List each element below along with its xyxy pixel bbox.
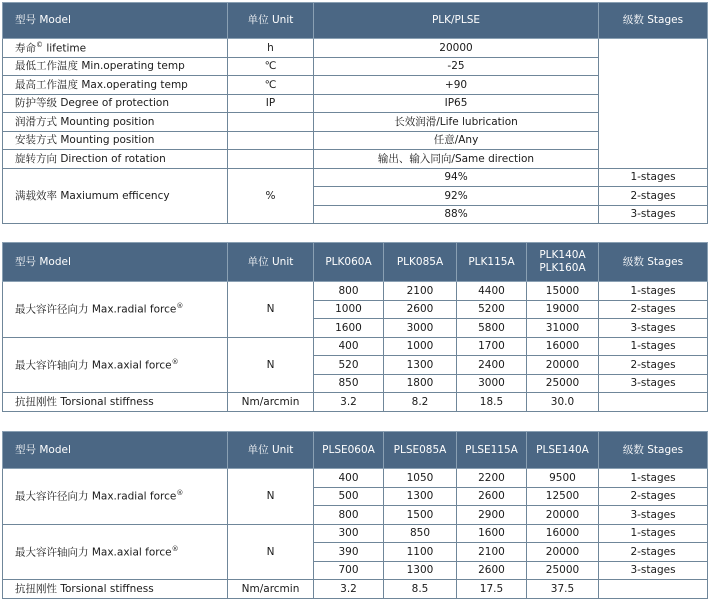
row-value: 长效润滑/Life lubrication xyxy=(314,113,599,132)
radial-force-label: 最大容许径向力 Max.radial force® xyxy=(3,469,228,525)
cell-value: 2600 xyxy=(384,300,457,319)
cell-value: 2100 xyxy=(457,543,527,562)
cell-value: 9500 xyxy=(527,469,599,488)
cell-value: 16000 xyxy=(527,524,599,543)
header-model-col: PLSE115A xyxy=(457,432,527,469)
axial-force-label: 最大容许轴向力 Max.axial force® xyxy=(3,524,228,580)
row-value: 20000 xyxy=(314,39,599,58)
row-unit xyxy=(228,150,314,169)
cell-value: 19000 xyxy=(527,300,599,319)
stage-label: 2-stages xyxy=(599,300,708,319)
table-row xyxy=(3,524,708,543)
row-label: 安装方式 Mounting position xyxy=(3,131,228,150)
table-header-row xyxy=(3,3,708,39)
cell-value: 2400 xyxy=(457,356,527,375)
stage-label: 2-stages xyxy=(599,487,708,506)
cell-value: 1000 xyxy=(384,337,457,356)
cell-value: 1700 xyxy=(457,337,527,356)
row-value: -25 xyxy=(314,57,599,76)
stage-label: 2-stages xyxy=(599,356,708,375)
row-label: 最低工作温度 Min.operating temp xyxy=(3,57,228,76)
cell-value: 31000 xyxy=(527,319,599,338)
plk-force-table xyxy=(2,242,708,412)
cell-value: 1300 xyxy=(384,487,457,506)
header-model: 型号 Model xyxy=(3,432,228,469)
stage-label: 3-stages xyxy=(599,561,708,580)
torsional-unit: Nm/arcmin xyxy=(228,393,314,412)
cell-value: 390 xyxy=(314,543,384,562)
stage-label: 2-stages xyxy=(599,543,708,562)
radial-force-unit: N xyxy=(228,469,314,525)
cell-value: 1100 xyxy=(384,543,457,562)
cell-value: 850 xyxy=(384,524,457,543)
row-label: 润滑方式 Mounting position xyxy=(3,113,228,132)
row-value: 输出、输入同向/Same direction xyxy=(314,150,599,169)
row-label: 防护等级 Degree of protection xyxy=(3,94,228,113)
cell-value: 3000 xyxy=(457,374,527,393)
header-model-col: PLSE140A xyxy=(527,432,599,469)
row-unit: ℃ xyxy=(228,57,314,76)
cell-value: 18.5 xyxy=(457,393,527,412)
cell-value: 12500 xyxy=(527,487,599,506)
cell-value: 300 xyxy=(314,524,384,543)
row-label-lifetime: 寿命© lifetime xyxy=(3,39,228,58)
stage-label: 1-stages xyxy=(599,524,708,543)
efficiency-unit: % xyxy=(228,168,314,224)
cell-value: 850 xyxy=(314,374,384,393)
stage-label: 1-stages xyxy=(599,337,708,356)
row-value: 任意/Any xyxy=(314,131,599,150)
cell-value: 4400 xyxy=(457,282,527,301)
axial-force-unit: N xyxy=(228,524,314,580)
radial-force-label: 最大容许径向力 Max.radial force® xyxy=(3,282,228,338)
row-unit: IP xyxy=(228,94,314,113)
table-header-row xyxy=(3,432,708,469)
row-value: +90 xyxy=(314,76,599,95)
header-model-col xyxy=(527,243,599,282)
cell-value: 400 xyxy=(314,337,384,356)
table-row xyxy=(3,168,708,187)
cell-value: 2600 xyxy=(457,561,527,580)
table-row xyxy=(3,39,708,58)
cell-value: 2200 xyxy=(457,469,527,488)
stages-empty-cell xyxy=(599,39,708,169)
row-unit xyxy=(228,113,314,132)
axial-force-unit: N xyxy=(228,337,314,393)
header-model-b: PLK160A xyxy=(539,262,586,274)
table-row xyxy=(3,282,708,301)
plse-force-table xyxy=(2,431,708,599)
stage-label: 3-stages xyxy=(599,319,708,338)
stage-label: 1-stages xyxy=(599,469,708,488)
table-header-row xyxy=(3,243,708,282)
header-model-col: PLK060A xyxy=(314,243,384,282)
cell-value: 700 xyxy=(314,561,384,580)
cell-value: 2900 xyxy=(457,506,527,525)
header-series: PLK/PLSE xyxy=(314,3,599,39)
stage-label: 1-stages xyxy=(599,282,708,301)
stage-label: 3-stages xyxy=(599,506,708,525)
cell-value: 2600 xyxy=(457,487,527,506)
header-stages: 级数 Stages xyxy=(599,3,708,39)
radial-force-unit: N xyxy=(228,282,314,338)
header-model-col: PLK085A xyxy=(384,243,457,282)
general-spec-table xyxy=(2,2,708,224)
cell-value: 1300 xyxy=(384,561,457,580)
row-unit xyxy=(228,131,314,150)
cell-value: 5200 xyxy=(457,300,527,319)
cell-value: 1600 xyxy=(314,319,384,338)
stage-empty-cell xyxy=(599,580,708,599)
cell-value: 2100 xyxy=(384,282,457,301)
row-label: 旋转方向 Direction of rotation xyxy=(3,150,228,169)
stage-label: 1-stages xyxy=(599,168,708,187)
stage-label: 3-stages xyxy=(599,374,708,393)
header-unit: 单位 Unit xyxy=(228,243,314,282)
row-unit: h xyxy=(228,39,314,58)
header-model-a: PLK140A xyxy=(539,249,586,262)
axial-force-label: 最大容许轴向力 Max.axial force® xyxy=(3,337,228,393)
torsional-label: 抗扭刚性 Torsional stiffness xyxy=(3,393,228,412)
cell-value: 3.2 xyxy=(314,393,384,412)
torsional-label: 抗扭刚性 Torsional stiffness xyxy=(3,580,228,599)
header-stages: 级数 Stages xyxy=(599,432,708,469)
cell-value: 400 xyxy=(314,469,384,488)
table-row xyxy=(3,469,708,488)
cell-value: 3.2 xyxy=(314,580,384,599)
header-unit: 单位 Unit xyxy=(228,432,314,469)
header-model-col: PLK115A xyxy=(457,243,527,282)
header-stages: 级数 Stages xyxy=(599,243,708,282)
cell-value: 30.0 xyxy=(527,393,599,412)
cell-value: 20000 xyxy=(527,543,599,562)
row-label: 最高工作温度 Max.operating temp xyxy=(3,76,228,95)
row-value: IP65 xyxy=(314,94,599,113)
stage-empty-cell xyxy=(599,393,708,412)
row-unit: ℃ xyxy=(228,76,314,95)
header-model-col: PLSE060A xyxy=(314,432,384,469)
cell-value: 25000 xyxy=(527,561,599,580)
efficiency-value: 94% xyxy=(314,168,599,187)
efficiency-value: 88% xyxy=(314,205,599,224)
cell-value: 5800 xyxy=(457,319,527,338)
efficiency-value: 92% xyxy=(314,187,599,206)
cell-value: 800 xyxy=(314,506,384,525)
cell-value: 17.5 xyxy=(457,580,527,599)
cell-value: 1300 xyxy=(384,356,457,375)
table-row xyxy=(3,337,708,356)
table-row xyxy=(3,393,708,412)
header-model: 型号 Model xyxy=(3,3,228,39)
cell-value: 3000 xyxy=(384,319,457,338)
stage-label: 3-stages xyxy=(599,205,708,224)
cell-value: 20000 xyxy=(527,356,599,375)
cell-value: 1500 xyxy=(384,506,457,525)
header-model-col: PLSE085A xyxy=(384,432,457,469)
cell-value: 1800 xyxy=(384,374,457,393)
cell-value: 20000 xyxy=(527,506,599,525)
torsional-unit: Nm/arcmin xyxy=(228,580,314,599)
stage-label: 2-stages xyxy=(599,187,708,206)
header-model: 型号 Model xyxy=(3,243,228,282)
cell-value: 1600 xyxy=(457,524,527,543)
header-unit: 单位 Unit xyxy=(228,3,314,39)
cell-value: 1000 xyxy=(314,300,384,319)
table-row xyxy=(3,580,708,599)
cell-value: 25000 xyxy=(527,374,599,393)
cell-value: 500 xyxy=(314,487,384,506)
cell-value: 8.5 xyxy=(384,580,457,599)
cell-value: 15000 xyxy=(527,282,599,301)
efficiency-label: 满载效率 Maxiumum efficency xyxy=(3,168,228,224)
cell-value: 1050 xyxy=(384,469,457,488)
cell-value: 16000 xyxy=(527,337,599,356)
cell-value: 520 xyxy=(314,356,384,375)
cell-value: 37.5 xyxy=(527,580,599,599)
cell-value: 8.2 xyxy=(384,393,457,412)
cell-value: 800 xyxy=(314,282,384,301)
